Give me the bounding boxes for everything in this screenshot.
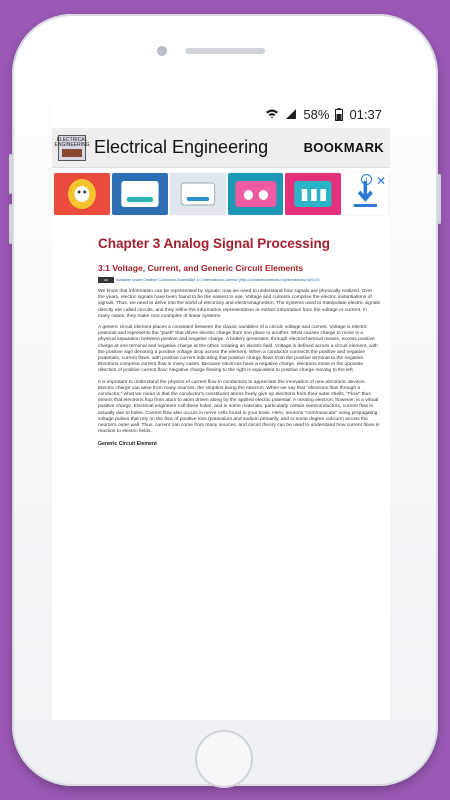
app-title: Electrical Engineering <box>94 137 269 157</box>
status-bar <box>52 100 390 128</box>
ad-tile-2[interactable] <box>112 173 168 215</box>
chapter-title: Chapter 3 Analog Signal Processing <box>98 236 331 251</box>
app-logo <box>54 135 90 161</box>
bookmark-button[interactable]: BOOKMARK <box>303 140 384 155</box>
front-camera <box>157 46 167 56</box>
signal-icon <box>285 108 297 120</box>
home-button[interactable] <box>195 730 253 788</box>
section-title: 3.1 Voltage, Current, and Generic Circuit Elements <box>98 263 304 273</box>
ad-tile-3[interactable] <box>170 173 226 215</box>
ad-tile-1[interactable] <box>54 173 110 215</box>
volume-up-button <box>9 154 12 194</box>
paragraph-1: We know that information can be represented by signals; now we need to understand how signals are physically realized. Over the years, electric signals have been found to be the easiest to use. Voltage and currents comprise the electric instantiations of signals. Thus, we need to delve into the world of electricity and electromagnetism. The systems used to manipulate electric signals directly are called circuits, and they refine the information representation or extract information from the voltage or current. In many cases, they make nice examples of linear systems. <box>98 289 380 319</box>
article-content <box>52 216 390 447</box>
license-notice[interactable] <box>98 277 380 283</box>
earpiece-speaker <box>185 48 265 54</box>
app-bar <box>52 128 390 168</box>
phone-screen <box>52 100 390 720</box>
subheading-generic-circuit-element: Generic Circuit Element <box>98 441 157 448</box>
ad-banner[interactable] <box>52 172 390 216</box>
paragraph-3: It is important to understand the physics of current flow in conductors to appreciate the innovation of new electronic devices. Electric charge can arise from many sources, the simplest being the electron. When we say that "electrons flow through a conductor," what we mean is that the conductor's constituent atoms freely give up electrons from their outer shells. "Flow" thus means that electrons hop from atom to atom driven along by the applied electric potential. A missing electron, however, is a virtual positive charge. Electrical engineers call these holes, and in some materials, particularly certain semiconductors, current flow is actually due to holes. Current flow also occurs in nerve cells found in your brain. Here, neurons "communicate" using propagating voltage pulses that rely on the flow of positive ions (potassium and sodium primarily, and to some degree calcium) across the neuron's outer wall. Thus, current can come from many sources, and circuit theory can be used to understand how current flows in reaction to electric fields. <box>98 379 380 435</box>
logo-image <box>62 149 82 157</box>
ad-info-icon[interactable]: i <box>361 174 372 185</box>
clock: 01:37 <box>349 106 382 122</box>
volume-down-button <box>9 204 12 244</box>
paragraph-2: A generic circuit element places a constraint between the classic variables of a circuit: voltage and current. Voltage is electric potential and represents the "push" that drives electric charge from one place to another. What causes charge to move is a physical separation between positive and negative charge. A battery generates, through electrochemical means, excess positive charge at one terminal and negative charge at the other, creating an electric field. Voltage is defined across a circuit element, with the positive sign denoting a positive voltage drop across the element. When a conductor connects the positive and negative potentials, current flows, with positive current indicating that positive charge flows from the positive terminal to the negative. Electrons comprise current flow in many cases. Because electrons have a negative charge, electrons move in the opposite direction of positive current flow: Negative charge flowing to the right is equivalent to positive charge moving to the left. <box>98 325 378 374</box>
ad-tile-4[interactable] <box>228 173 284 215</box>
cc-license-icon: cc <box>98 277 114 283</box>
battery-percent: 58% <box>303 106 330 122</box>
ad-close-icon[interactable]: ✕ <box>375 174 386 188</box>
battery-icon <box>335 108 343 121</box>
ad-tile-5[interactable] <box>285 173 341 215</box>
power-button <box>438 174 441 224</box>
license-text[interactable]: Available under Creative Commons-ShareAlike 4.0 International License (http://creativecommons.org/licenses/by-sa/4.0/). <box>116 278 321 282</box>
logo-text: ELECTRICAL ENGINEERING <box>54 137 90 148</box>
wifi-icon <box>265 108 279 120</box>
